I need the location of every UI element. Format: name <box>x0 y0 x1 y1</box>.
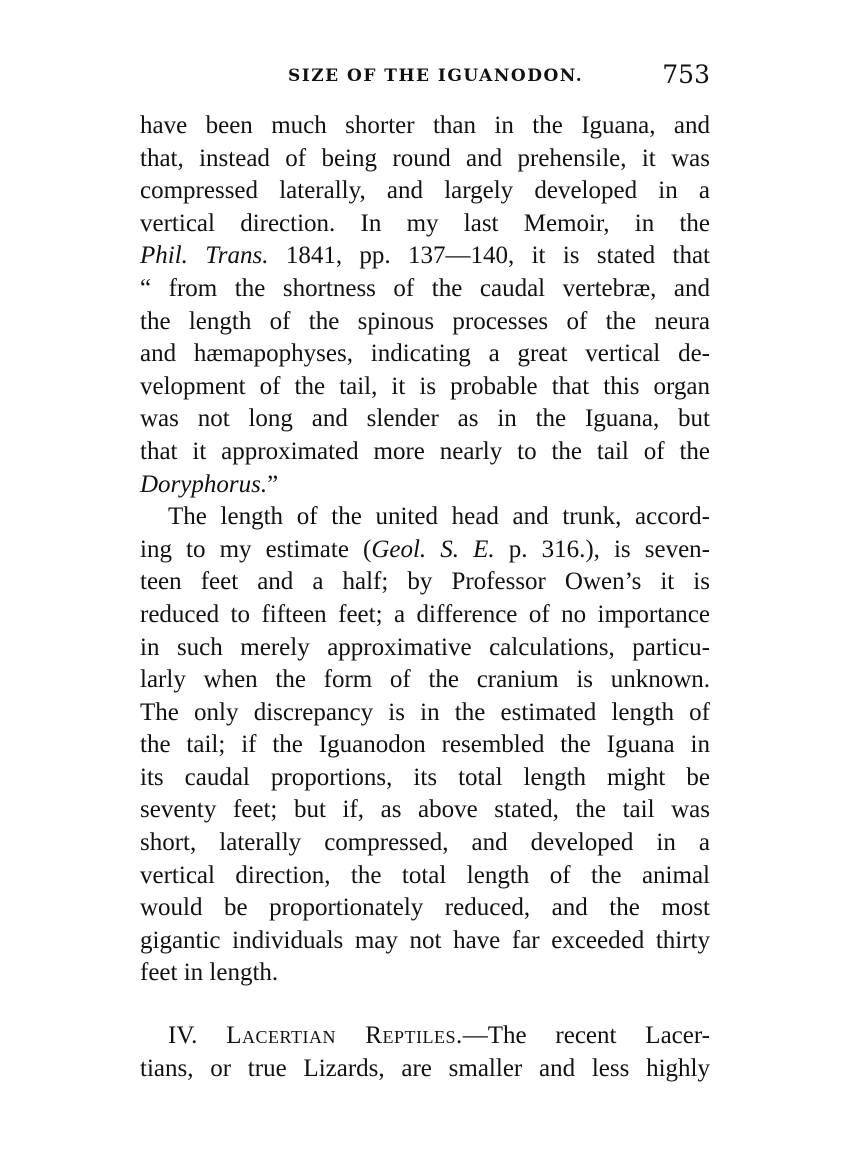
text-line <box>140 240 710 273</box>
page-number: 753 <box>662 60 710 89</box>
text-fragment: ing to my estimate ( <box>140 535 372 563</box>
text-line: The only discrepancy is in the estimated length of <box>140 698 710 726</box>
text-fragment: ” <box>267 470 279 498</box>
text-line: teen feet and a half; by Professor Owen’s it is <box>140 568 710 596</box>
text-line: vertical direction. In my last Memoir, in the <box>140 209 710 237</box>
text-line: “ from the shortness of the caudal vertebræ, and <box>140 274 710 302</box>
paragraph-2 <box>140 501 710 990</box>
text-fragment: 1841, pp. 137—140, it is stated that <box>268 242 710 270</box>
text-line: the length of the spinous processes of the neura <box>140 307 710 335</box>
paragraph-spacer <box>140 990 710 1020</box>
text-fragment: p. 316.), is seven- <box>494 535 710 563</box>
text-line: feet in length. <box>140 959 279 987</box>
text-line: vertical direction, the total length of the animal <box>140 861 710 889</box>
text-line <box>140 1020 710 1053</box>
text-line: short, laterally compressed, and developed in a <box>140 829 710 857</box>
text-line: and hæmapophyses, indicating a great vertical de- <box>140 340 710 368</box>
text-line: compressed laterally, and largely developed in a <box>140 177 710 205</box>
text-line: seventy feet; but if, as above stated, the tail was <box>140 796 710 824</box>
text-line: reduced to fifteen feet; a difference of no importance <box>140 600 710 628</box>
section-heading: Lacertian Reptiles. <box>226 1022 463 1050</box>
paragraph-3 <box>140 1020 710 1085</box>
text-line: was not long and slender as in the Iguana, but <box>140 405 710 433</box>
running-head <box>140 60 710 96</box>
section-numeral: IV. <box>168 1022 198 1050</box>
text-line: the tail; if the Iguanodon resembled the Iguana in <box>140 731 710 759</box>
text-line: larly when the form of the cranium is unknown. <box>140 666 710 694</box>
paragraph-1 <box>140 110 710 501</box>
genus-italic: Doryphorus. <box>140 470 268 498</box>
citation-italic: Geol. S. E. <box>371 535 495 563</box>
text-line: velopment of the tail, it is probable that this organ <box>140 372 710 400</box>
citation-italic: Phil. Trans. <box>140 242 269 270</box>
text-line: gigantic individuals may not have far exceeded thirty <box>140 926 710 954</box>
text-line: that, instead of being round and prehensile, it was <box>140 144 710 172</box>
text-line: would be proportionately reduced, and the most <box>140 894 710 922</box>
text-line <box>140 534 710 567</box>
text-line: have been much shorter than in the Iguana, and <box>140 112 710 139</box>
text-line <box>140 469 710 502</box>
text-line: in such merely approximative calculations, particu- <box>140 633 710 661</box>
text-fragment: —The recent Lacer- <box>462 1022 711 1050</box>
text-line: its caudal proportions, its total length might be <box>140 763 710 791</box>
text-line: The length of the united head and trunk, accord- <box>168 503 710 531</box>
body-text <box>140 110 710 1085</box>
running-title: SIZE OF THE IGUANODON. <box>288 66 584 86</box>
text-line: tians, or true Lizards, are smaller and less highly <box>140 1054 710 1082</box>
text-line: that it approximated more nearly to the tail of the <box>140 437 710 465</box>
